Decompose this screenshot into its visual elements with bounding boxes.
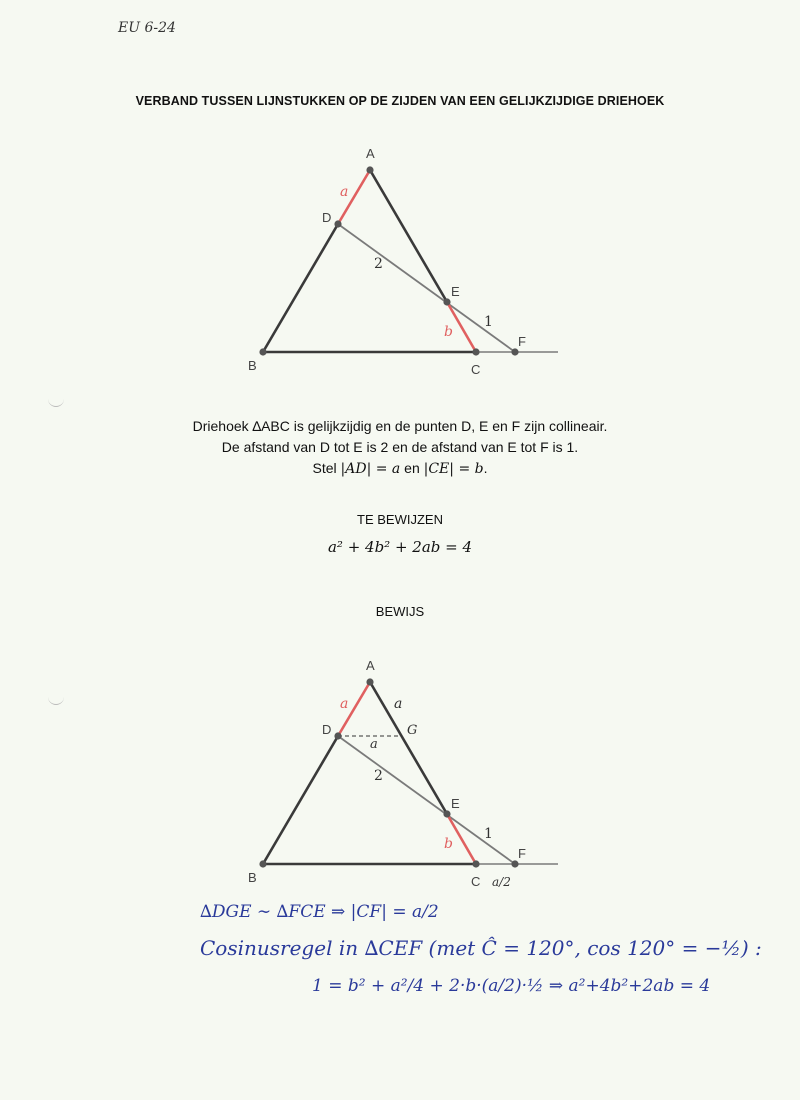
point-d — [334, 732, 341, 739]
description-line-2: De afstand van D tot E is 2 en de afstand van E tot F is 1. — [221, 439, 579, 455]
label-b: B — [248, 358, 257, 373]
handwritten-line-2: Cosinusregel in ∆CEF (met Ĉ = 120°, cos 120° = −½) : — [200, 936, 762, 960]
triangle-diagram-proof — [0, 652, 800, 896]
label-segment-b: b — [444, 324, 453, 340]
label-d: D — [322, 722, 332, 737]
label-d: D — [322, 210, 332, 225]
line-df — [338, 224, 515, 352]
point-f — [511, 348, 518, 355]
point-c — [472, 860, 479, 867]
label-f: F — [518, 846, 526, 861]
figure-triangle-2 — [0, 652, 800, 896]
label-b: B — [248, 870, 257, 885]
label-length-1: 1 — [484, 826, 493, 842]
label-g: G — [407, 723, 418, 738]
description-end: . — [483, 460, 488, 476]
point-f — [511, 860, 518, 867]
label-c: C — [471, 874, 481, 889]
label-length-2: 2 — [374, 256, 383, 272]
label-dg-a: a — [370, 737, 378, 752]
point-d — [334, 220, 341, 227]
label-a: A — [366, 658, 375, 673]
label-f: F — [518, 334, 526, 349]
label-length-2: 2 — [374, 768, 383, 784]
label-e: E — [451, 796, 460, 811]
label-a: A — [366, 146, 375, 161]
to-prove-heading: TE BEWIJZEN — [357, 512, 443, 527]
line-df — [338, 736, 515, 864]
description-line-1: Driehoek ∆ABC is gelijkzijdig en de punten D, E en F zijn collineair. — [192, 418, 608, 434]
side-bd — [263, 224, 338, 352]
side-bd — [263, 736, 338, 864]
side-ae — [370, 682, 447, 814]
claim-equation: a² + 4b² + 2ab = 4 — [327, 538, 473, 556]
problem-description — [0, 416, 800, 480]
point-e — [443, 298, 450, 305]
point-a — [366, 166, 373, 173]
description-mid: en — [400, 460, 424, 476]
handwritten-line-1: ∆DGE ∼ ∆FCE ⇒ |CF| = a/2 — [200, 902, 439, 922]
page-title: VERBAND TUSSEN LIJNSTUKKEN OP DE ZIJDEN VAN EEN GELIJKZIJDIGE DRIEHOEK — [135, 94, 665, 108]
point-b — [259, 860, 266, 867]
label-segment-a: a — [340, 184, 349, 200]
proof-heading: BEWIJS — [375, 604, 425, 619]
point-a — [366, 678, 373, 685]
math-ce: |CE| = b — [423, 461, 484, 477]
label-e: E — [451, 284, 460, 299]
triangle-diagram — [0, 140, 800, 380]
label-cf-a-half: a/2 — [492, 875, 511, 889]
label-ag-a: a — [394, 696, 403, 712]
label-c: C — [471, 362, 481, 377]
handwritten-line-3: 1 = b² + a²/4 + 2·b·(a/2)·½ ⇒ a²+4b²+2ab = 4 — [312, 976, 711, 996]
description-line-3 — [0, 458, 800, 480]
label-length-1: 1 — [484, 314, 493, 330]
point-e — [443, 810, 450, 817]
label-segment-a: a — [340, 696, 349, 712]
math-ad: |AD| = a — [340, 461, 401, 477]
header-note: EU 6-24 — [118, 20, 176, 36]
point-b — [259, 348, 266, 355]
point-c — [472, 348, 479, 355]
side-ae — [370, 170, 447, 302]
punch-mark — [48, 396, 64, 407]
description-prefix: Stel — [312, 460, 341, 476]
figure-triangle-1 — [0, 140, 800, 380]
label-segment-b: b — [444, 836, 453, 852]
